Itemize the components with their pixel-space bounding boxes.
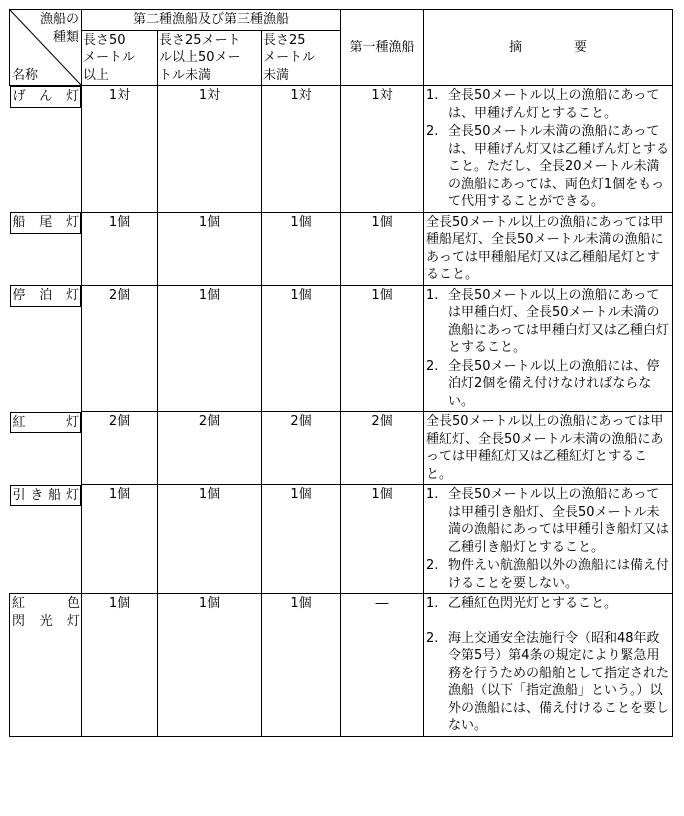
count-cell: 1個	[158, 485, 262, 594]
count-cell: 2個	[158, 412, 262, 485]
remarks-cell	[424, 86, 673, 213]
count-cell: 1個	[262, 212, 341, 285]
table-row	[10, 285, 673, 412]
group-header-class2-class3: 第二種漁船及び第三種漁船	[82, 10, 341, 31]
remarks-cell	[424, 485, 673, 594]
remark-item: 2. 全長50メートル以上の漁船には、停泊灯2個を備え付けなければならない。	[426, 358, 660, 409]
light-name-side-light: げ ん 灯	[10, 86, 82, 108]
count-cell: 1個	[262, 285, 341, 412]
corner-vessel-type-label-1: 漁船の	[39, 12, 79, 27]
count-cell: 1個	[262, 485, 341, 594]
header-length-50m-over: 長さ50 メートル 以上	[82, 30, 158, 86]
count-cell: 1対	[82, 86, 158, 213]
remark-item: 2. 全長50メートル未満の漁船にあっては、甲種げん灯又は乙種げん灯とすること。ただし、全長20メートル未満の漁船にあっては、両色灯1個をもって代用することができる。	[426, 124, 670, 209]
count-cell: 1個	[158, 594, 262, 737]
remarks-cell: 全長50メートル以上の漁船にあっては甲種紅灯、全長50メートル未満の漁船にあっては甲種紅灯又は乙種紅灯とすること。	[424, 412, 673, 485]
remarks-cell	[424, 285, 673, 412]
count-cell: 1個	[341, 485, 424, 594]
corner-header-cell	[10, 10, 82, 86]
remark-item: 1. 乙種紅色閃光灯とすること。	[426, 596, 618, 611]
count-cell: 2個	[341, 412, 424, 485]
count-cell: 1個	[82, 212, 158, 285]
light-name-towing-light: 引 き 船 灯	[10, 485, 82, 507]
count-cell-dash: ―	[341, 594, 424, 737]
header-length-under-25m: 長さ25 メートル 未満	[262, 30, 341, 86]
count-cell: 2個	[82, 285, 158, 412]
count-cell: 2個	[82, 412, 158, 485]
count-cell: 1個	[341, 285, 424, 412]
count-cell: 2個	[262, 412, 341, 485]
header-length-25m-50m: 長さ25メート ル以上50メー トル未満	[158, 30, 262, 86]
count-cell: 1対	[262, 86, 341, 213]
light-name-stern-light: 船 尾 灯	[10, 212, 82, 234]
fishing-vessel-lights-table	[9, 9, 673, 737]
table-row	[10, 86, 673, 213]
corner-name-label: 名称	[12, 67, 39, 83]
remark-item: 1. 全長50メートル以上の漁船にあっては甲種引き船灯、全長50メートル未満の漁船にあっては甲種引き船灯又は乙種引き船灯とすること。	[426, 487, 669, 555]
count-cell: 1個	[82, 485, 158, 594]
count-cell: 1個	[158, 285, 262, 412]
count-cell: 1対	[341, 86, 424, 213]
light-name-anchor-light: 停 泊 灯	[10, 285, 82, 307]
count-cell: 1個	[158, 212, 262, 285]
table-row	[10, 412, 673, 485]
light-name-red-flashing-light: 紅 色 閃 光 灯	[10, 594, 82, 737]
remark-item: 2. 物件えい航漁船以外の漁船には備え付けることを要しない。	[426, 558, 670, 591]
table-row	[10, 212, 673, 285]
header-class1-vessel: 第一種漁船	[341, 10, 424, 86]
remark-item: 1. 全長50メートル以上の漁船にあっては甲種白灯、全長50メートル未満の漁船にあっては甲種白灯又は乙種白灯とすること。	[426, 287, 669, 355]
table-row	[10, 485, 673, 594]
light-name-red-light: 紅 灯	[10, 412, 82, 434]
count-cell: 1個	[82, 594, 158, 737]
remarks-cell: 全長50メートル以上の漁船にあっては甲種船尾灯、全長50メートル未満の漁船にあっては甲種船尾灯又は乙種船尾灯とすること。	[424, 212, 673, 285]
table-row	[10, 594, 673, 737]
corner-vessel-type-label-2: 種類	[52, 30, 79, 45]
remarks-cell	[424, 594, 673, 737]
count-cell: 1個	[262, 594, 341, 737]
count-cell: 1個	[341, 212, 424, 285]
count-cell: 1対	[158, 86, 262, 213]
remark-item: 2. 海上交通安全法施行令（昭和48年政令第5号）第4条の規定により緊急用務を行うための船舶として指定された漁船（以下「指定漁船」という。）以外の漁船には、備え付けることを要しない。	[426, 630, 670, 733]
header-row-1	[10, 10, 673, 31]
remark-item: 1. 全長50メートル以上の漁船にあっては、甲種げん灯とすること。	[426, 88, 660, 121]
header-remarks: 摘 要	[424, 10, 673, 86]
